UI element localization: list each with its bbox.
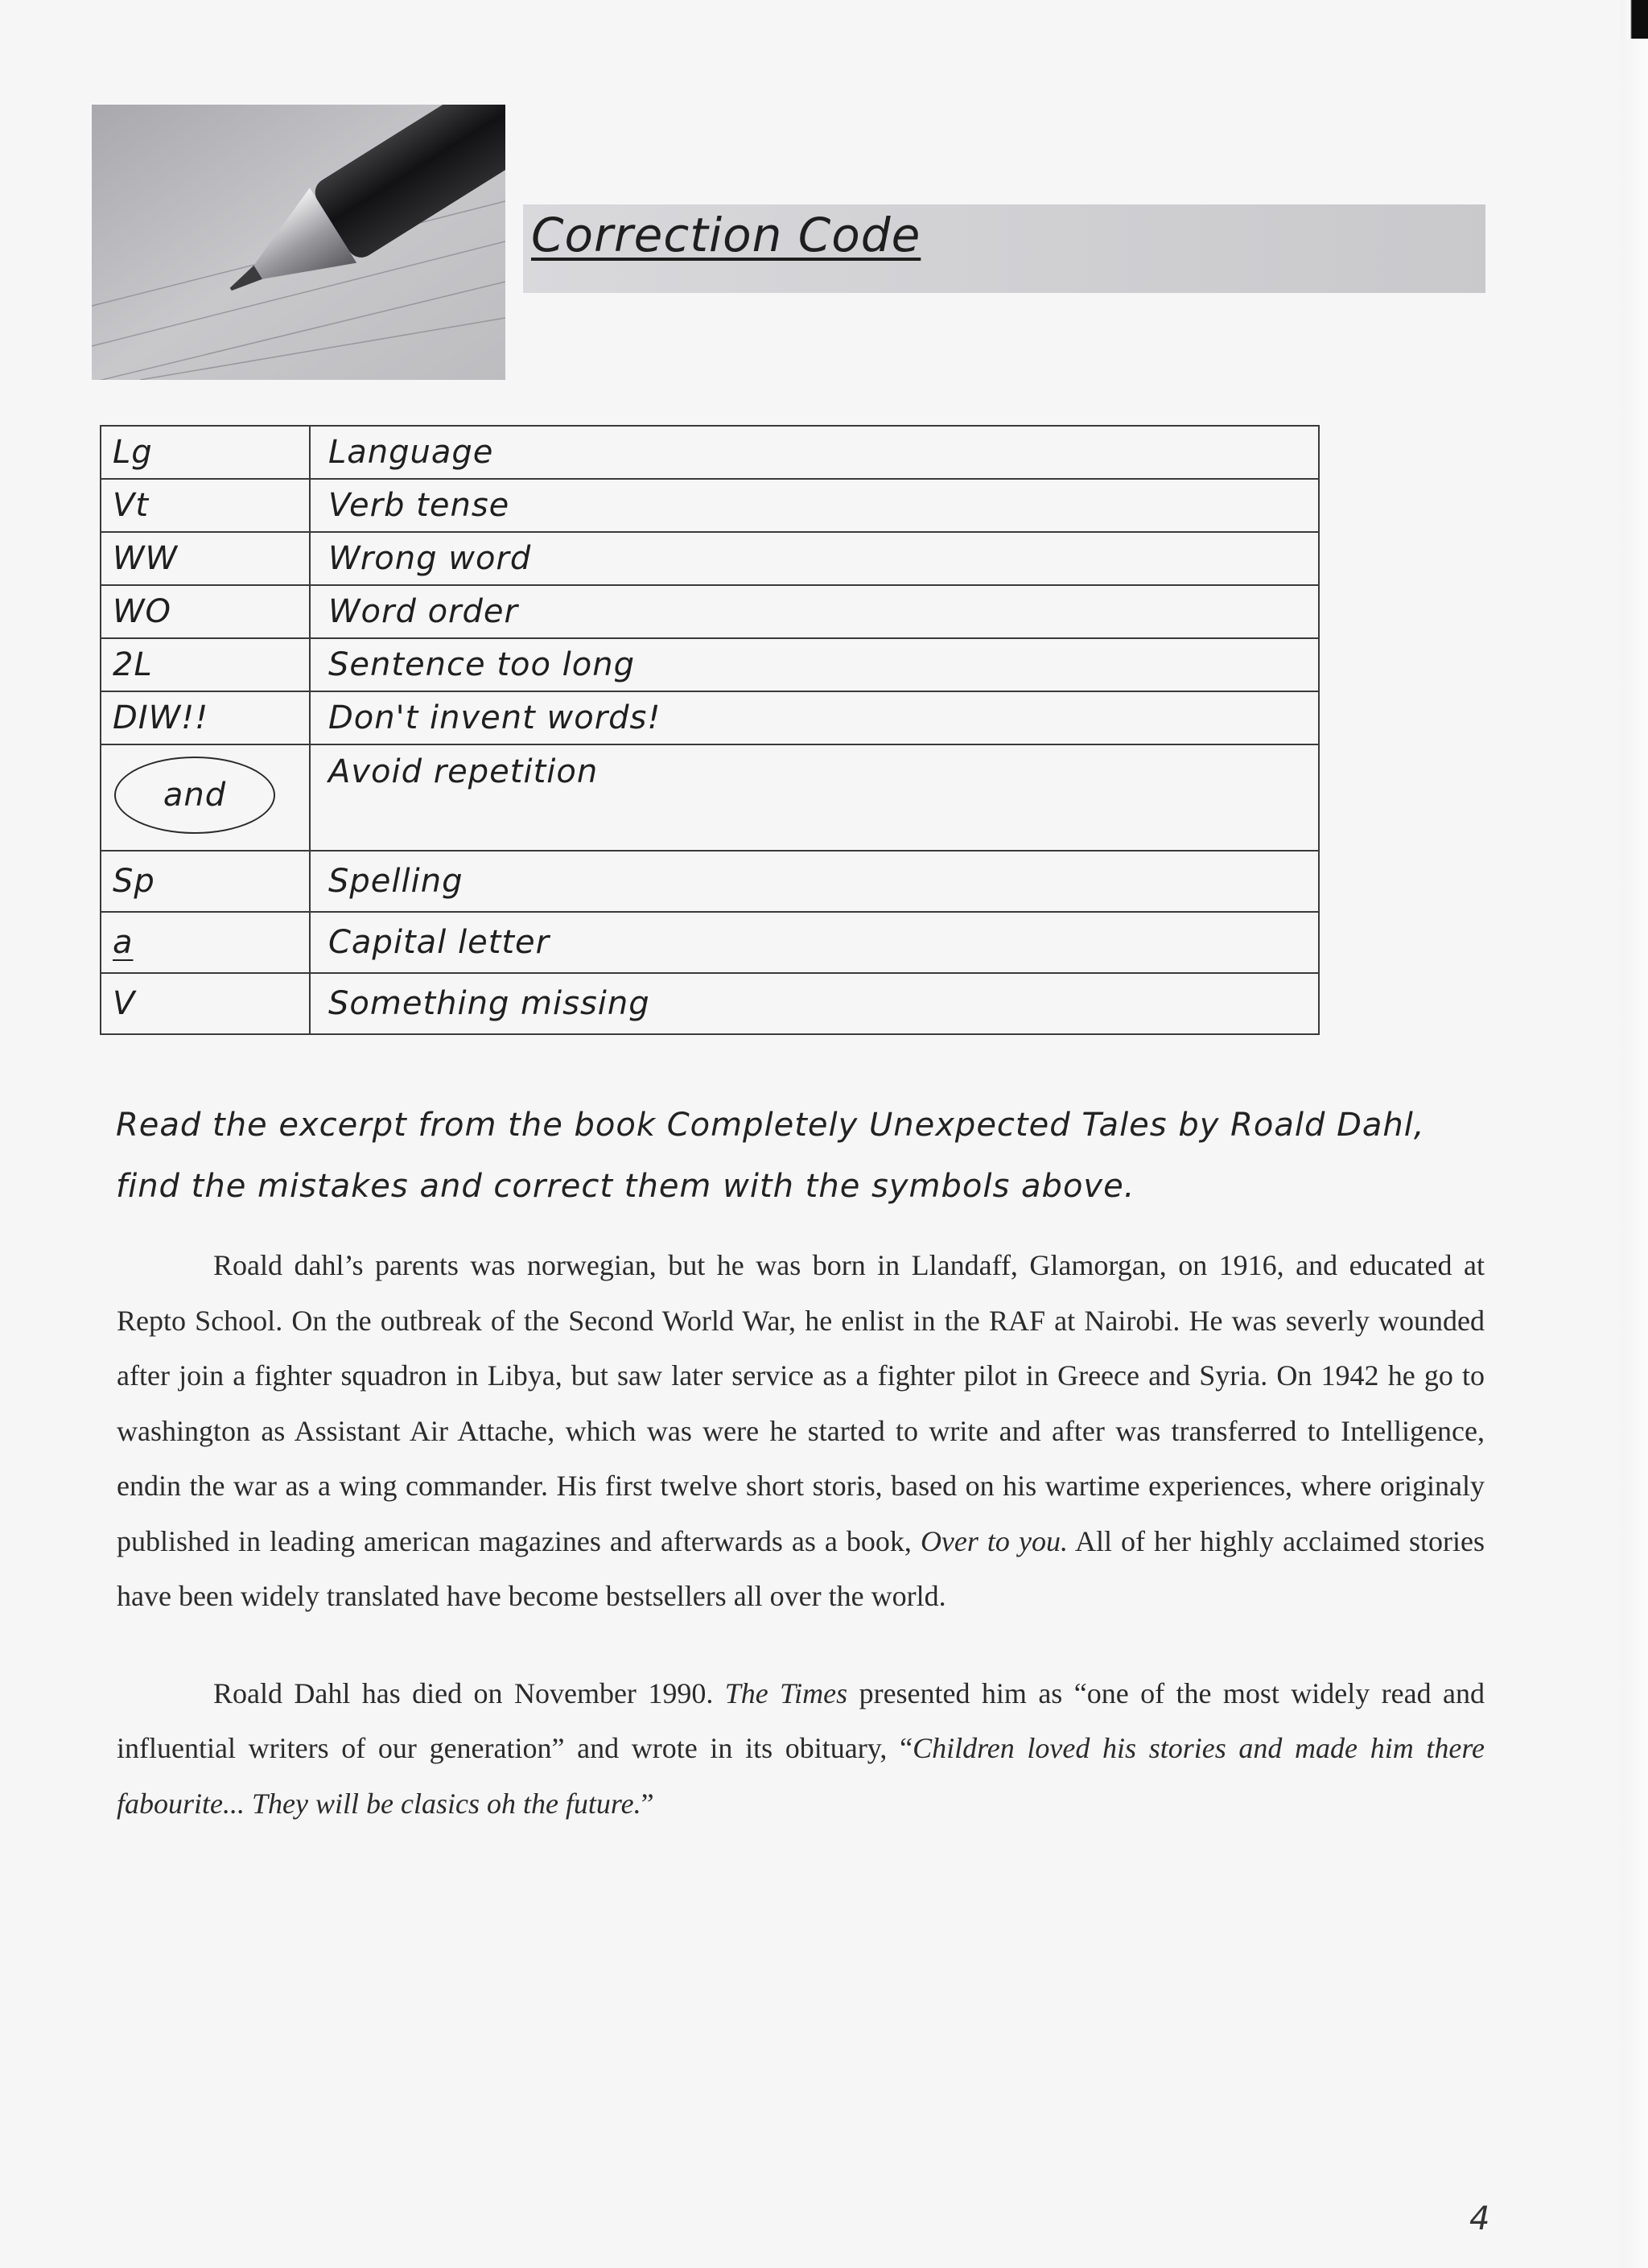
meaning-cell: Sentence too long <box>310 638 1319 691</box>
paragraph-text: All of her highly acclaimed stories have been widely translated have become bestsellers all over the world. <box>117 1524 1485 1612</box>
meaning-cell: Language <box>310 426 1319 479</box>
paragraph-text: Roald Dahl has died on November 1990. <box>213 1676 714 1709</box>
page-number: 4 <box>1469 2200 1491 2237</box>
code-cell: Sp <box>101 851 310 912</box>
table-row <box>101 912 1319 973</box>
code-cell <box>101 744 310 851</box>
table-row <box>101 585 1319 638</box>
meaning-cell: Don't invent words! <box>310 691 1319 744</box>
paragraph-text: Roald dahl’s parents was norwegian, but he was born in Llandaff, Glamorgan, on 1916, and educated at Repto School. On the outbreak of the Second World War, he enlist in the RAF at Nairobi. He was severly wounded after join a fighter squadron in Libya, but saw later service as a fighter pilot in Greece and Syria. On 1942 he go to washington as Assistant Air Attache, which was were he started to write and after was transferred to Intelligence, endin the war as a wing commander. His first twelve short storis, based on his wartime experiences, where originaly published in leading american magazines and afterwards as a book, <box>117 1249 1485 1557</box>
code-cell: WO <box>101 585 310 638</box>
table-row <box>101 691 1319 744</box>
pen-image <box>92 105 505 380</box>
page-title: Correction Code <box>531 208 921 262</box>
meaning-cell: Word order <box>310 585 1319 638</box>
meaning-cell: Capital letter <box>310 912 1319 973</box>
repetition-circle-symbol: and <box>114 757 275 834</box>
capital-letter-symbol: a <box>113 924 134 961</box>
paragraph-1 <box>117 1238 1485 1624</box>
code-cell: WW <box>101 532 310 585</box>
closing-quote: ” <box>641 1787 654 1820</box>
paragraph-text: presented him as “one of the most widely read and influential writers of our generation” and wrote in its obituary, “ <box>117 1676 1485 1764</box>
table-row <box>101 426 1319 479</box>
meaning-cell: Verb tense <box>310 479 1319 532</box>
table-row <box>101 638 1319 691</box>
meaning-cell: Something missing <box>310 973 1319 1034</box>
meaning-cell: Wrong word <box>310 532 1319 585</box>
table-row <box>101 744 1319 851</box>
table-row <box>101 479 1319 532</box>
excerpt-passage <box>117 1238 1485 1831</box>
code-cell: Vt <box>101 479 310 532</box>
code-cell: DIW!! <box>101 691 310 744</box>
instructions-line: find the mistakes and correct them with the symbols above. <box>116 1168 1135 1205</box>
newspaper-title: The Times <box>724 1676 848 1709</box>
code-cell: 2L <box>101 638 310 691</box>
paragraph-2 <box>117 1666 1485 1832</box>
code-cell: V <box>101 973 310 1034</box>
obituary-quote: Children loved his stories and made him there fabourite... They will be clasics oh the future. <box>117 1732 1485 1820</box>
scan-margin <box>1621 39 1648 2268</box>
instructions-line: Read the excerpt from the book Completely Unexpected Tales by Roald Dahl, <box>116 1107 1425 1144</box>
code-cell <box>101 912 310 973</box>
correction-code-table <box>100 425 1320 1035</box>
exercise-instructions <box>116 1095 1500 1217</box>
meaning-cell: Spelling <box>310 851 1319 912</box>
book-title: Over to you. <box>920 1524 1068 1557</box>
table-row <box>101 973 1319 1034</box>
meaning-cell: Avoid repetition <box>310 744 1319 851</box>
table-row <box>101 532 1319 585</box>
code-cell: Lg <box>101 426 310 479</box>
table-row <box>101 851 1319 912</box>
